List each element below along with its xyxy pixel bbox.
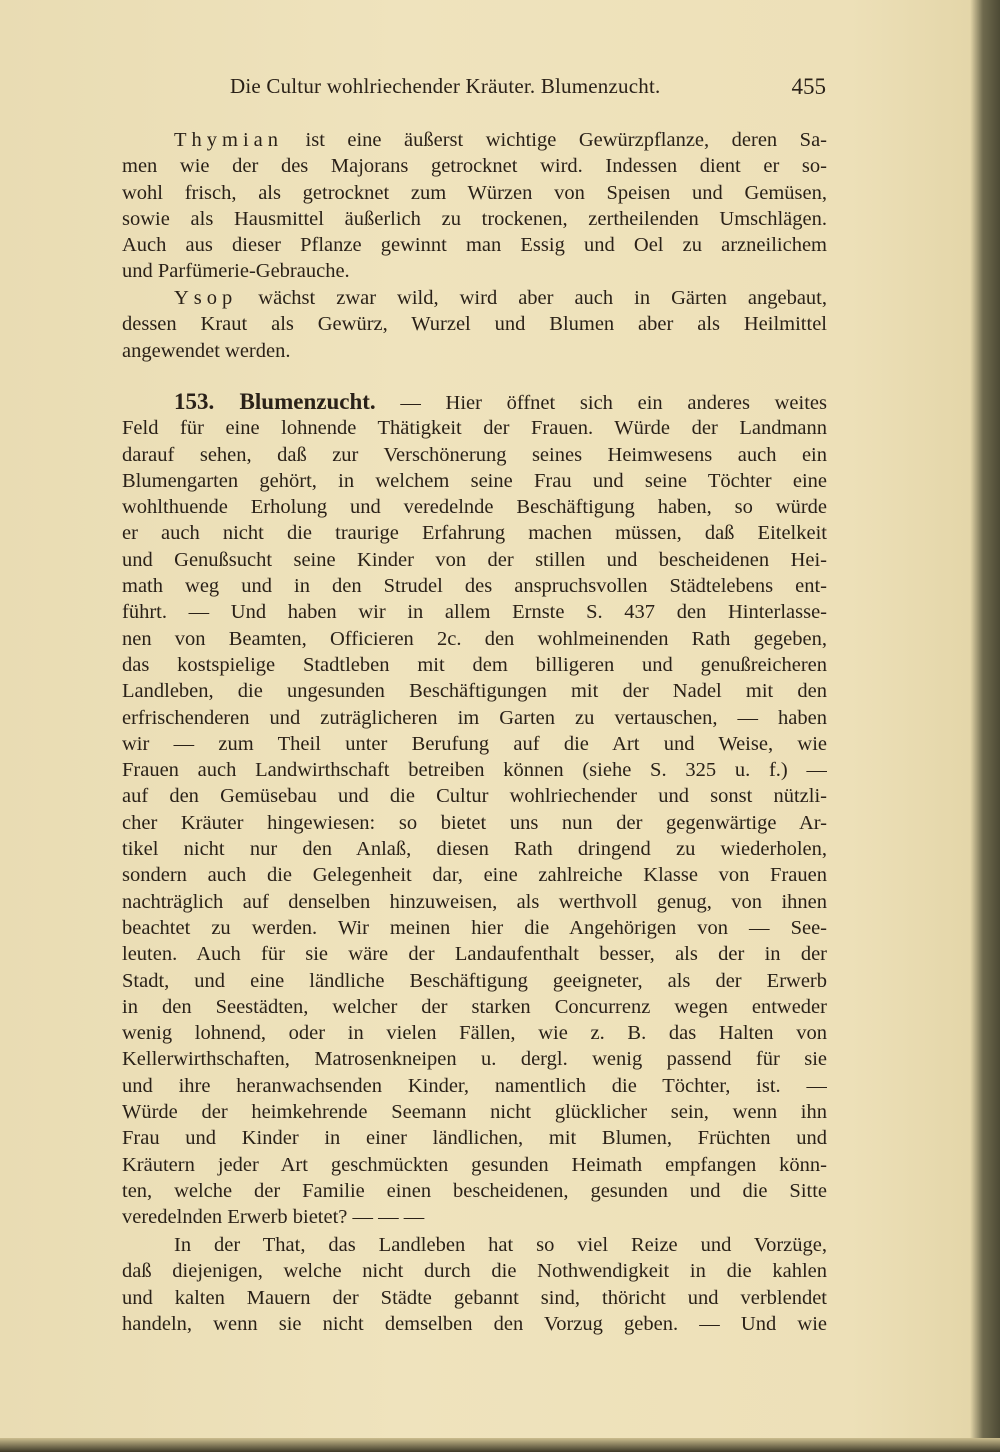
- text-line: [122, 915, 827, 941]
- text-line: [122, 338, 827, 364]
- text-line: [122, 206, 827, 232]
- line-text: und ihre heranwachsenden Kinder, namentlich die Töchter, ist. —: [122, 1074, 827, 1097]
- lead-term: Ysop: [174, 287, 238, 309]
- line-text: erfrischenderen und zuträglicheren im Garten zu vertauschen, — haben: [122, 706, 827, 729]
- text-line: [122, 1311, 827, 1337]
- text-line: [122, 968, 827, 994]
- line-text: sondern auch die Gelegenheit dar, eine zahlreiche Klasse von Frauen: [122, 864, 827, 887]
- line-text: Kräutern jeder Art geschmückten gesunden Heimath empfangen könn-: [122, 1153, 827, 1176]
- text-line: [122, 232, 827, 258]
- text-line: [122, 889, 827, 915]
- line-text: auf den Gemüsebau und die Cultur wohlriechender und sonst nützli-: [122, 785, 827, 808]
- text-line: [122, 862, 827, 888]
- line-text: tikel nicht nur den Anlaß, diesen Rath dringend zu wiederholen,: [122, 838, 827, 861]
- line-text: men wie der des Majorans getrocknet wird. Indessen dient er so-: [122, 155, 827, 178]
- text-line: [122, 415, 827, 441]
- line-text: Landleben, die ungesunden Beschäftigungen mit der Nadel mit den: [122, 680, 827, 703]
- line-text: wohl frisch, als getrocknet zum Würzen von Speisen und Gemüsen,: [122, 181, 827, 204]
- line-text: cher Kräuter hingewiesen: so bietet uns nun der gegenwärtige Ar-: [122, 811, 827, 834]
- line-text: nen von Beamten, Officieren 2c. den wohlmeinenden Rath gegeben,: [122, 627, 827, 650]
- text-line: [122, 468, 827, 494]
- line-text: Frauen auch Landwirthschaft betreiben können (siehe S. 325 u. f.) —: [122, 759, 827, 782]
- line-text: und Genußsucht seine Kinder von der stillen und bescheidenen Hei-: [122, 548, 827, 571]
- text-line: [122, 258, 827, 284]
- line-text: Stadt, und eine ländliche Beschäftigung geeigneter, als der Erwerb: [122, 969, 827, 992]
- text-line: [122, 285, 827, 311]
- paragraph-landleben: [122, 1232, 827, 1337]
- line-text: ist eine äußerst wichtige Gewürzpflanze, deren Sa-: [283, 129, 827, 151]
- line-text: darauf sehen, daß zur Verschönerung seines Heimwesens auch ein: [122, 443, 827, 466]
- text-line: [122, 705, 827, 731]
- text-line: [122, 941, 827, 967]
- line-text: angewendet werden.: [122, 339, 291, 362]
- line-text: Blumengarten gehört, in welchem seine Frau und seine Töchter eine: [122, 469, 827, 492]
- page-edge: [0, 1438, 1000, 1452]
- text-line: [122, 180, 827, 206]
- text-line: [122, 1099, 827, 1125]
- text-line: [122, 1046, 827, 1072]
- line-text: nachträglich auf denselben hinzuweisen, als werthvoll genug, von ihnen: [122, 890, 827, 913]
- line-text: leuten. Auch für sie wäre der Landaufenthalt besser, als der in der: [122, 943, 827, 966]
- text-line: [122, 1232, 827, 1258]
- paragraph-thymian: [122, 127, 827, 285]
- text-line: [122, 731, 827, 757]
- line-text: wir — zum Theil unter Berufung auf die Art und Weise, wie: [122, 732, 827, 755]
- text-line: [122, 652, 827, 678]
- text-line: [122, 494, 827, 520]
- text-line: [122, 127, 827, 153]
- line-text: und Parfümerie-Gebrauche.: [122, 260, 350, 283]
- section-153-blumenzucht: [122, 389, 827, 1231]
- line-text: beachtet zu werden. Wir meinen hier die Angehörigen von — See-: [122, 916, 827, 939]
- text-line: [122, 626, 827, 652]
- text-line: [122, 783, 827, 809]
- paragraph-ysop: [122, 285, 827, 364]
- page-number: 455: [791, 74, 826, 99]
- line-text: Kellerwirthschaften, Matrosenkneipen u. dergl. wenig passend für sie: [122, 1048, 827, 1071]
- line-text: handeln, wenn sie nicht demselben den Vorzug geben. — Und wie: [122, 1312, 827, 1335]
- line-text: — Hier öffnet sich ein anderes weites: [375, 392, 827, 414]
- running-title: Die Cultur wohlriechender Kräuter. Blumenzucht.: [230, 74, 661, 98]
- text-line: [122, 547, 827, 573]
- line-text: wenig lohnend, oder in vielen Fällen, wie z. B. das Halten von: [122, 1022, 827, 1045]
- line-text: In der That, das Landleben hat so viel Reize und Vorzüge,: [174, 1234, 827, 1256]
- text-line: [122, 1125, 827, 1151]
- line-text: führt. — Und haben wir in allem Ernste S. 437 den Hinterlasse-: [122, 601, 827, 624]
- running-header: [230, 74, 826, 104]
- line-text: wächst zwar wild, wird aber auch in Gärten angebaut,: [237, 287, 827, 309]
- text-line: [122, 520, 827, 546]
- text-line: [122, 810, 827, 836]
- line-text: Feld für eine lohnende Thätigkeit der Frauen. Würde der Landmann: [122, 417, 827, 440]
- line-text: math weg und in den Strudel des anspruchsvollen Städtelebens ent-: [122, 575, 827, 598]
- text-line: [122, 994, 827, 1020]
- text-line: [122, 757, 827, 783]
- text-line: [122, 1204, 827, 1230]
- text-line: [122, 1152, 827, 1178]
- line-text: das kostspielige Stadtleben mit dem billigeren und genußreicheren: [122, 653, 827, 676]
- text-line: [122, 311, 827, 337]
- text-line: [122, 1073, 827, 1099]
- text-line: [122, 599, 827, 625]
- text-line: [122, 1020, 827, 1046]
- line-text: daß diejenigen, welche nicht durch die Nothwendigkeit in die kahlen: [122, 1260, 827, 1283]
- line-text: und kalten Mauern der Städte gebannt sind, thöricht und verblendet: [122, 1286, 827, 1309]
- text-line: [122, 153, 827, 179]
- line-text: in den Seestädten, welcher der starken Concurrenz wegen entweder: [122, 995, 827, 1018]
- line-text: sowie als Hausmittel äußerlich zu trockenen, zertheilenden Umschlägen.: [122, 207, 827, 230]
- text-line: [122, 678, 827, 704]
- text-line: [122, 442, 827, 468]
- text-line: [122, 1178, 827, 1204]
- line-text: er auch nicht die traurige Erfahrung machen müssen, daß Eitelkeit: [122, 522, 827, 545]
- line-text: veredelnden Erwerb bietet? — — —: [122, 1206, 425, 1229]
- text-line: [122, 836, 827, 862]
- text-line: [122, 1285, 827, 1311]
- line-text: wohlthuende Erholung und veredelnde Beschäftigung haben, so würde: [122, 496, 827, 519]
- text-line: [122, 573, 827, 599]
- line-text: Würde der heimkehrende Seemann nicht glücklicher sein, wenn ihn: [122, 1101, 827, 1124]
- lead-term: 153. Blumenzucht.: [174, 389, 376, 414]
- lead-term: Thymian: [174, 129, 284, 151]
- line-text: dessen Kraut als Gewürz, Wurzel und Blumen aber als Heilmittel: [122, 313, 827, 336]
- text-line: [122, 389, 827, 415]
- text-line: [122, 1258, 827, 1284]
- line-text: Auch aus dieser Pflanze gewinnt man Essig und Oel zu arzneilichem: [122, 234, 827, 257]
- line-text: Frau und Kinder in einer ländlichen, mit Blumen, Früchten und: [122, 1127, 827, 1150]
- line-text: ten, welche der Familie einen bescheidenen, gesunden und die Sitte: [122, 1179, 827, 1202]
